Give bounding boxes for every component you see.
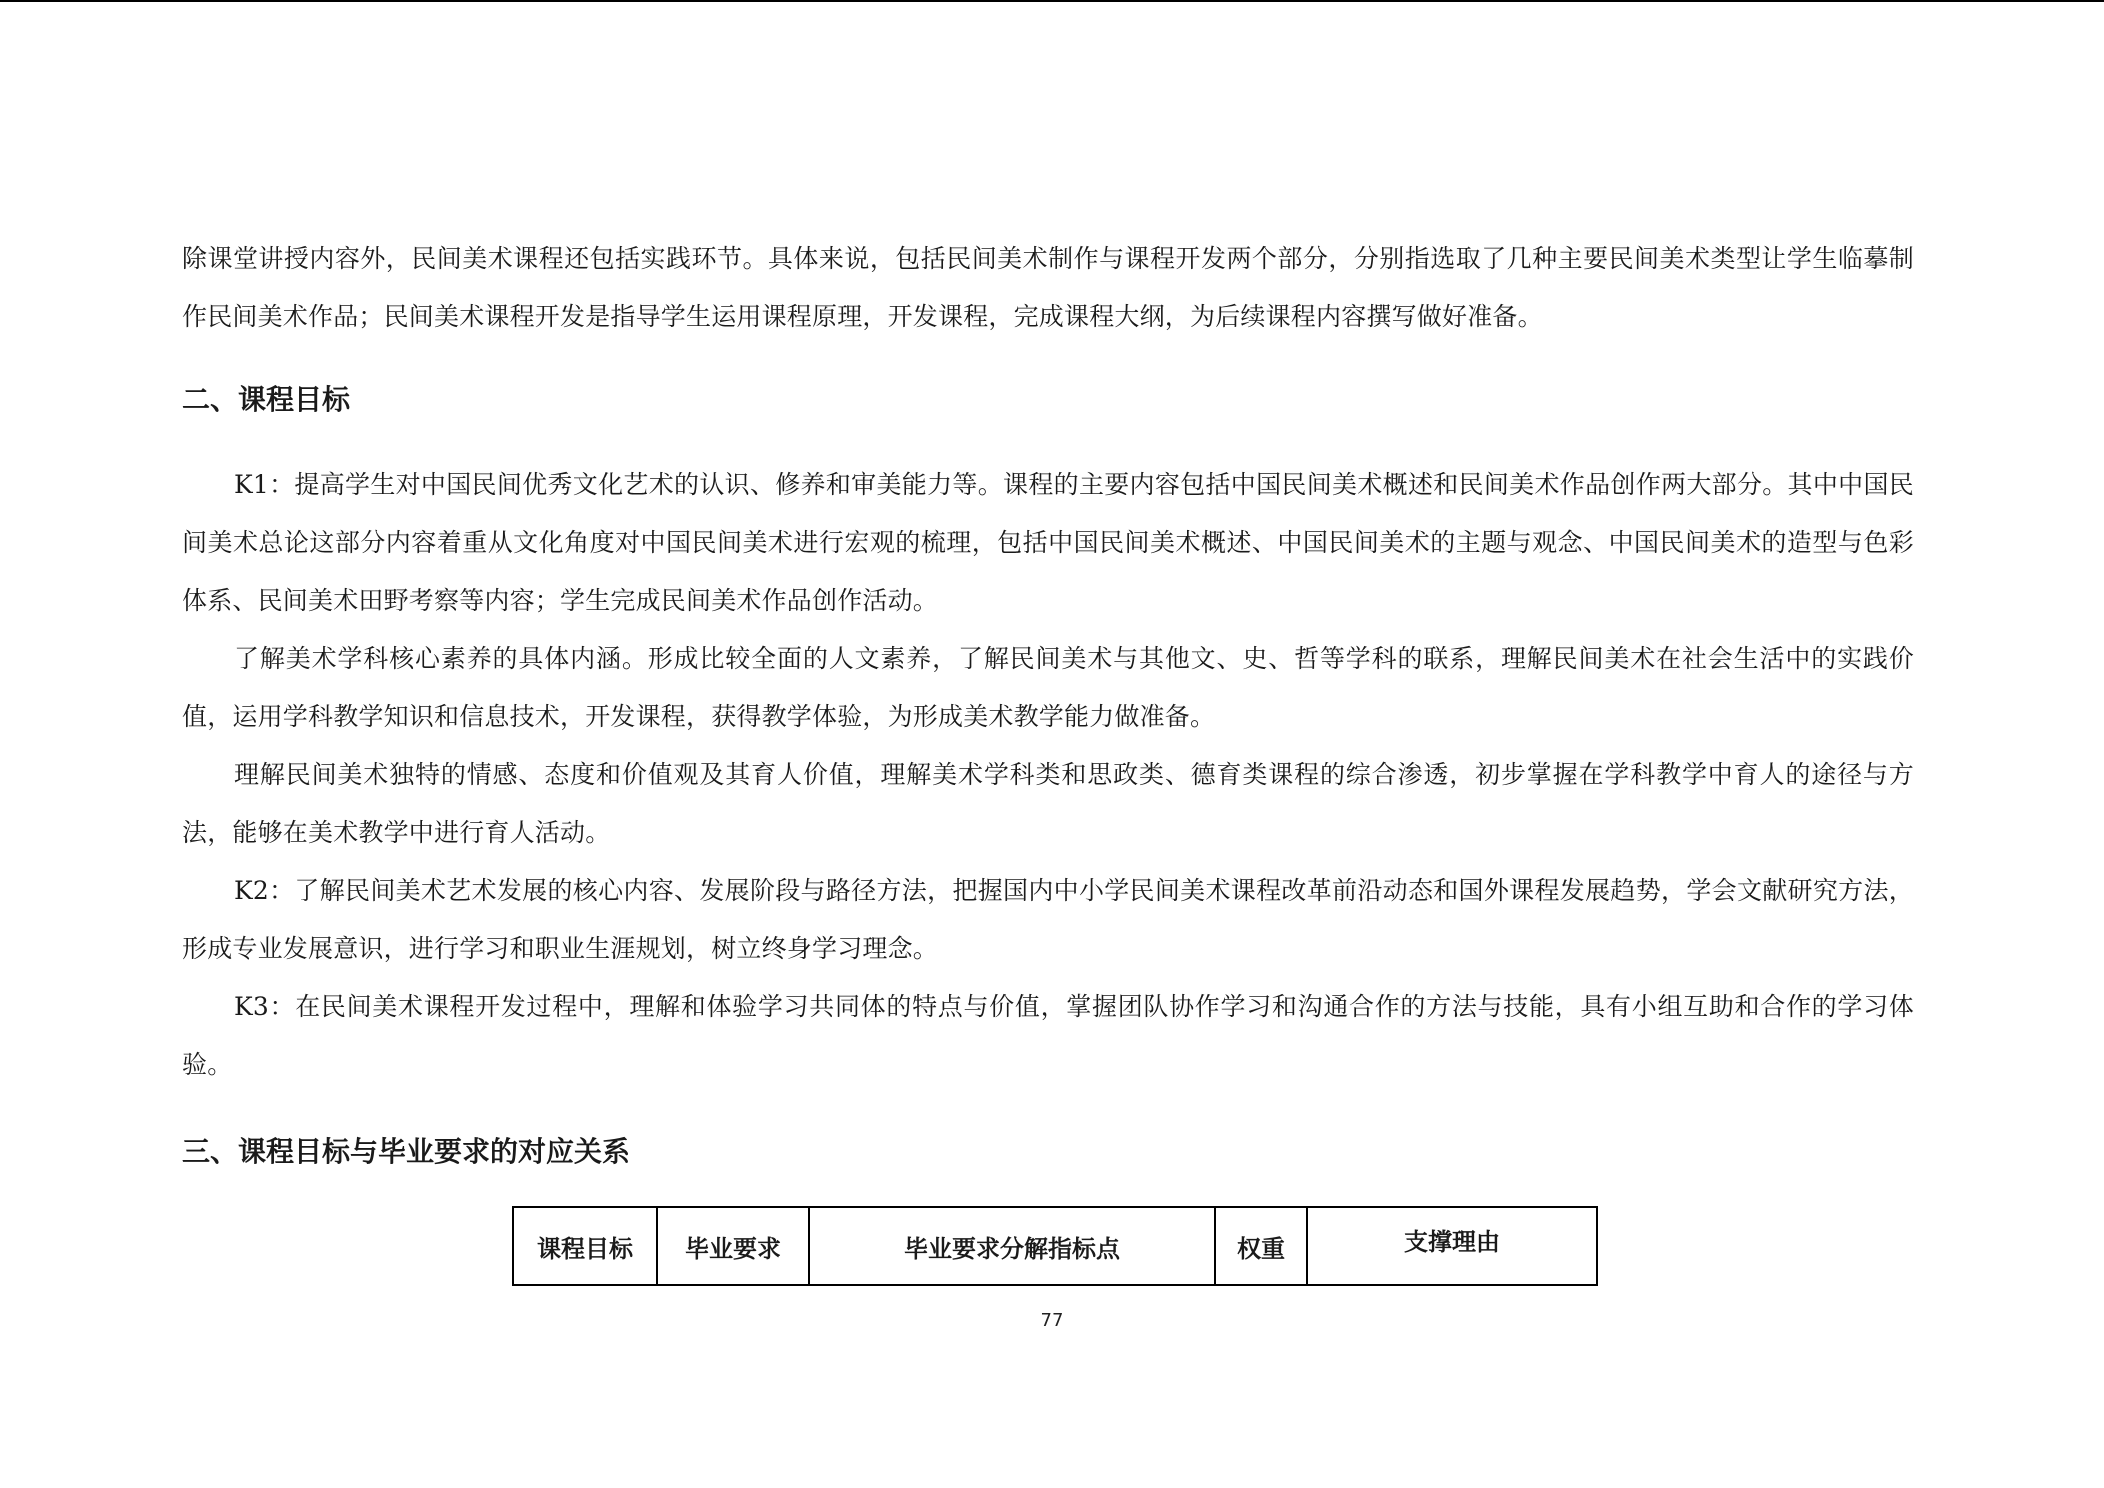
section-heading-course-goals: 二、课程目标 [182, 383, 351, 416]
header-support-reason: 支撑理由 [1307, 1207, 1597, 1285]
document-page [182, 230, 1914, 1286]
top-border-line [0, 0, 2104, 2]
core-literacy-paragraph: 了解美术学科核心素养的具体内涵。形成比较全面的人文素养，了解民间美术与其他文、史、哲等学科的联系，理解民间美术在社会生活中的实践价值，运用学科教学知识和信息技术，开发课程，获得教学体验，为形成美术教学能力做准备。 [182, 644, 1914, 731]
goal-k3-paragraph: K3：在民间美术课程开发过程中，理解和体验学习共同体的特点与价值，掌握团队协作学习和沟通合作的方法与技能，具有小组互助和合作的学习体验。 [182, 992, 1914, 1079]
header-graduation-requirement: 毕业要求 [657, 1207, 809, 1285]
values-paragraph: 理解民间美术独特的情感、态度和价值观及其育人价值，理解美术学科类和思政类、德育类课程的综合渗透，初步掌握在学科教学中育人的途径与方法，能够在美术教学中进行育人活动。 [182, 760, 1914, 847]
intro-paragraph: 除课堂讲授内容外，民间美术课程还包括实践环节。具体来说，包括民间美术制作与课程开发两个部分，分别指选取了几种主要民间美术类型让学生临摹制作民间美术作品；民间美术课程开发是指导学生运用课程原理，开发课程，完成课程大纲，为后续课程内容撰写做好准备。 [182, 244, 1914, 331]
page-number: 77 [1040, 1310, 1064, 1331]
goal-k2-paragraph: K2：了解民间美术艺术发展的核心内容、发展阶段与路径方法，把握国内中小学民间美术课程改革前沿动态和国外课程发展趋势，学会文献研究方法，形成专业发展意识，进行学习和职业生涯规划，树立终身学习理念。 [182, 876, 1914, 963]
goal-k1-paragraph: K1：提高学生对中国民间优秀文化艺术的认识、修养和审美能力等。课程的主要内容包括中国民间美术概述和民间美术作品创作两大部分。其中中国民间美术总论这部分内容着重从文化角度对中国民间美术进行宏观的梳理，包括中国民间美术概述、中国民间美术的主题与观念、中国民间美术的造型与色彩体系、民间美术田野考察等内容；学生完成民间美术作品创作活动。 [182, 470, 1914, 615]
header-course-goal: 课程目标 [513, 1207, 657, 1285]
header-indicator-points: 毕业要求分解指标点 [809, 1207, 1215, 1285]
mapping-table-container [512, 1206, 1914, 1286]
section-heading-goal-mapping: 三、课程目标与毕业要求的对应关系 [182, 1135, 631, 1168]
table-header-row [513, 1207, 1597, 1285]
goal-mapping-table [512, 1206, 1598, 1286]
header-weight: 权重 [1215, 1207, 1307, 1285]
